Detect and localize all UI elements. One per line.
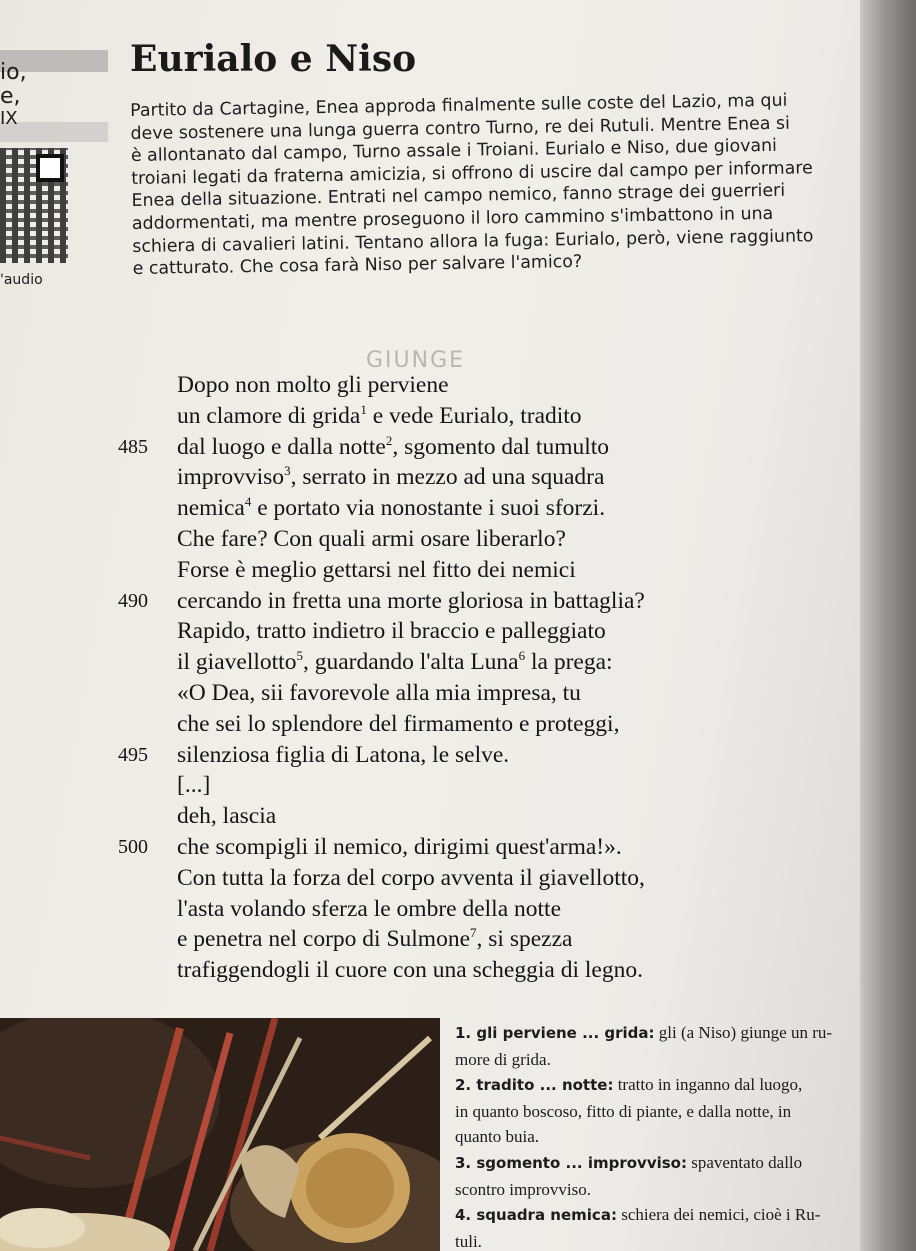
verse-segment: improvviso: [177, 464, 285, 491]
verse-segment: Con tutta la forza del corpo avventa il giavellotto,: [177, 864, 645, 891]
footnote-text: quanto buia.: [455, 1127, 540, 1147]
painting-image: [0, 1018, 440, 1251]
verse-segment: un clamore di grida: [177, 402, 361, 429]
footnote-line: [455, 1072, 867, 1099]
verse-line: [118, 555, 838, 586]
verse-line: [118, 740, 838, 771]
verse-text: [177, 493, 605, 524]
verse-line: [118, 432, 838, 463]
intro-line: troiani legati da fraterna amicizia, si offrono di uscire dal campo per informare: [131, 158, 813, 189]
verse-text: [177, 555, 576, 586]
verse-segment: cercando in fretta una morte gloriosa in battaglia?: [177, 587, 645, 614]
footnote-line: [455, 1177, 867, 1203]
verse-text: [177, 955, 643, 986]
footnotes: [455, 1020, 867, 1251]
verse-line: [118, 894, 838, 925]
verse-text: [177, 801, 276, 832]
verse-text: [177, 432, 609, 463]
verse-number: 490: [118, 589, 148, 612]
verse-segment: «O Dea, sii favorevole alla mia impresa, tu: [177, 679, 581, 706]
verse-line: [118, 586, 838, 617]
footnote-text: tuli.: [455, 1231, 482, 1251]
footnote-line: [455, 1099, 867, 1125]
intro-line: e catturato. Che cosa farà Niso per salvare l'amico?: [132, 252, 583, 280]
footnote-line: [455, 1202, 867, 1229]
verse-text: [177, 370, 449, 401]
intro-line: schiera di cavalieri latini. Tentano allora la fuga: Eurialo, però, viene raggiunto: [132, 225, 814, 257]
verse-line: [118, 678, 838, 709]
verse-line: [118, 462, 838, 493]
footnote-term: 4. squadra nemica:: [455, 1206, 617, 1225]
footnote-marker: 3: [284, 463, 291, 479]
verse-line: [118, 493, 838, 524]
verse-segment: , serrato in mezzo ad una squadra: [290, 464, 605, 491]
verse-segment: l'asta volando sferza le ombre della notte: [177, 895, 561, 922]
footnote-line: [455, 1124, 867, 1150]
footnote-line: [455, 1229, 867, 1251]
intro-line: Partito da Cartagine, Enea approda finalmente sulle coste del Lazio, ma qui: [130, 90, 788, 121]
qr-finder-pattern: [36, 154, 64, 182]
verse-line: [118, 924, 838, 955]
verse-line: [118, 524, 838, 555]
verse-segment: il giavellotto: [177, 649, 297, 676]
verse-text: [177, 616, 606, 647]
margin-fragment: e,: [0, 84, 21, 109]
intro-line: addormentati, ma mentre proseguono il loro cammino s'imbattono in una: [131, 203, 774, 234]
verse-segment: [...]: [177, 772, 211, 799]
verse-segment: trafiggendogli il cuore con una scheggia di legno.: [177, 957, 643, 984]
footnote-term: 2. tradito ... notte:: [455, 1076, 614, 1095]
verse-text: [177, 462, 604, 493]
footnote-marker: 2: [385, 432, 393, 448]
footnote-marker: 1: [360, 401, 367, 417]
verse-text: [177, 740, 509, 771]
verse-line: [118, 616, 838, 647]
verse-text: [177, 863, 645, 894]
footnote-term: 3. sgomento ... improvviso:: [455, 1153, 687, 1172]
verse-text: [177, 678, 581, 709]
footnote-line: [455, 1150, 867, 1177]
footnote-term: 1. gli perviene ... grida:: [455, 1024, 655, 1042]
verse-line: [118, 401, 838, 432]
verse-line: [118, 647, 838, 678]
page-title: Eurialo e Niso: [130, 38, 417, 80]
verse-segment: e vede Eurialo, tradito: [366, 402, 582, 429]
verse-line: [118, 370, 838, 401]
verse-segment: e penetra nel corpo di Sulmone: [177, 926, 471, 953]
verse-segment: , sgomento dal tumulto: [392, 433, 610, 460]
verse-segment: silenziosa figlia di Latona, le selve.: [177, 741, 510, 768]
verse-line: [118, 770, 838, 801]
verse-number: 500: [118, 835, 148, 858]
verse-segment: , si spezza: [476, 926, 573, 953]
verse-segment: nemica: [177, 495, 245, 522]
verse-line: [118, 801, 838, 832]
verse-segment: Che fare? Con quali armi osare liberarlo?: [177, 525, 566, 552]
verse-segment: Dopo non molto gli perviene: [177, 372, 449, 398]
painting-illustration: [0, 1018, 440, 1251]
verse-segment: che scompigli il nemico, dirigimi quest'arma!».: [177, 833, 622, 860]
footnote-line: [455, 1047, 867, 1073]
verse-number: 485: [118, 435, 148, 458]
verse-text: [177, 832, 622, 863]
footnote-text: more di grida.: [455, 1049, 551, 1069]
footnote-text: schiera dei nemici, cioè i Ru-: [616, 1205, 821, 1225]
footnote-text: tratto in inganno dal luogo,: [613, 1075, 803, 1095]
footnote-marker: 5: [296, 648, 303, 664]
verse-text: [177, 924, 572, 955]
margin-fragment: IX: [0, 108, 18, 129]
verse-text: [177, 401, 582, 432]
intro-line: Enea della situazione. Entrati nel campo nemico, fanno strage dei guerrieri: [131, 181, 786, 212]
verse-line: [118, 709, 838, 740]
verse-segment: che sei lo splendore del firmamento e proteggi,: [177, 710, 620, 737]
verse-line: [118, 863, 838, 894]
poem-text: [118, 370, 838, 986]
verse-segment: Forse è meglio gettarsi nel fitto dei nemici: [177, 556, 576, 583]
footnote-text: scontro improvviso.: [455, 1179, 591, 1199]
verse-text: [177, 770, 210, 801]
intro-line: deve sostenere una lunga guerra contro Turno, re dei Rutuli. Mentre Enea si: [130, 113, 790, 144]
intro-paragraph: [130, 89, 861, 281]
footnote-marker: 4: [244, 494, 252, 510]
verse-number: 495: [118, 743, 148, 766]
page-edge: [860, 0, 916, 1251]
verse-segment: , guardando l'alta Luna: [302, 649, 519, 676]
intro-line: è allontanato dal campo, Turno assale i Troiani. Eurialo e Niso, due giovani: [130, 136, 778, 167]
verse-text: [177, 894, 561, 925]
audio-label: 'audio: [0, 272, 43, 288]
footnote-line: [455, 1020, 867, 1047]
handwritten-annotation: GIUNGE: [366, 348, 466, 373]
verse-text: [177, 647, 613, 678]
footnote-text: spaventato dallo: [686, 1152, 803, 1172]
verse-segment: dal luogo e dalla notte: [177, 433, 386, 460]
verse-text: [177, 524, 566, 555]
verse-segment: deh, lascia: [177, 803, 277, 830]
verse-line: [118, 955, 838, 986]
footnote-text: gli (a Niso) giunge un ru-: [654, 1023, 833, 1042]
verse-segment: e portato via nonostante i suoi sforzi.: [251, 495, 606, 522]
margin-fragment: io,: [0, 60, 27, 85]
footnote-marker: 6: [518, 648, 526, 664]
footnote-marker: 7: [470, 925, 477, 941]
verse-text: [177, 586, 645, 617]
verse-segment: Rapido, tratto indietro il braccio e palleggiato: [177, 618, 606, 645]
footnote-text: in quanto boscoso, fitto di piante, e dalla notte, in: [455, 1101, 792, 1121]
verse-segment: la prega:: [525, 649, 613, 676]
verse-text: [177, 709, 619, 740]
verse-line: [118, 832, 838, 863]
